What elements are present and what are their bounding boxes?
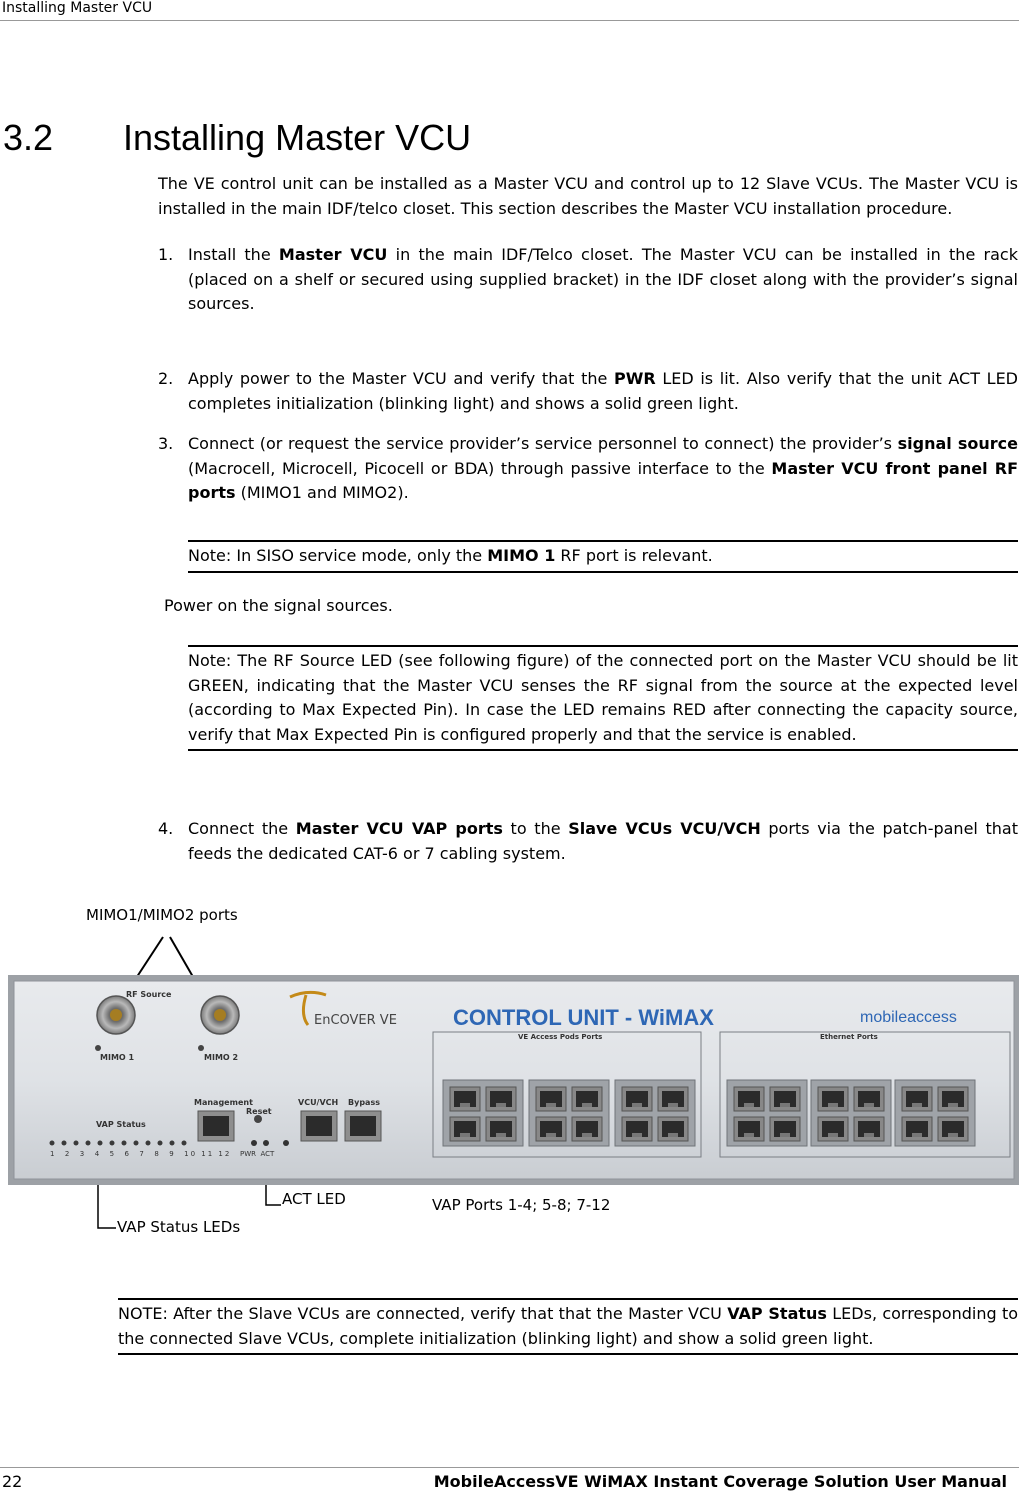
reset-label: Reset: [246, 1107, 272, 1116]
callout-act-led: ACT LED: [282, 1190, 346, 1208]
control-unit-panel: [8, 975, 1019, 1185]
intro-paragraph: The VE control unit can be installed as a Master VCU and control up to 12 Slave VCUs. The Master VCU is installed in the main IDF/telco closet. This section describes the Master VCU installation procedure.: [158, 174, 1018, 218]
callout-vap-ports: VAP Ports 1-4; 5-8; 7-12: [432, 1196, 611, 1214]
header-title: Installing Master VCU: [2, 0, 153, 16]
panel-title: CONTROL UNIT - WiMAX: [453, 1005, 714, 1030]
step-4-text: Connect the Master VCU VAP ports to the Slave VCUs VCU/VCH ports via the patch-panel that feeds the dedicated CAT-6 or 7 cabling system.: [188, 819, 1019, 863]
step-4-number: 4.: [158, 819, 174, 838]
page-footer: [0, 1467, 1019, 1491]
step-3-text: Connect (or request the service provider’s service personnel to connect) the provider’s signal source (Macrocell, Microcell, Picocell or BDA) through passive interface to the Master VCU front panel RF ports (MIMO1 and MIMO2).: [188, 434, 1019, 502]
vap-status-label: VAP Status: [96, 1120, 146, 1129]
section-number: 3.2: [3, 117, 54, 158]
note-vap-status: NOTE: After the Slave VCUs are connected, verify that that the Master VCU VAP Status LEDs, corresponding to the connected Slave VCUs, complete initialization (blinking light) and show a solid green light.: [118, 1298, 1018, 1355]
page-number: 22: [2, 1472, 23, 1491]
section-heading: [3, 117, 471, 159]
ethernet-label: Ethernet Ports: [820, 1033, 878, 1041]
section-title: Installing Master VCU: [123, 117, 472, 158]
vcu-vch-label: VCU/VCH: [298, 1098, 339, 1107]
step-3-number: 3.: [158, 434, 174, 453]
step-2-number: 2.: [158, 369, 174, 388]
step-1-number: 1.: [158, 245, 174, 264]
brand-label: EnCOVER VE: [314, 1013, 397, 1028]
pwr-act-label: PWR ACT: [240, 1150, 275, 1158]
note-rf-source: Note: The RF Source LED (see following figure) of the connected port on the Master VCU should be lit GREEN, indicating that the Master VCU senses the RF signal from the source at the expected level (according to Max Expected Pin). In case the LED remains RED after connecting the capacity source, verify that Max Expected Pin is configured properly and that the service is enabled.: [188, 645, 1018, 751]
note-siso: Note: In SISO service mode, only the MIMO 1 RF port is relevant.: [188, 540, 1018, 573]
management-label: Management: [194, 1098, 253, 1107]
mimo1-label: MIMO 1: [100, 1053, 135, 1062]
step-1-text: Install the Master VCU in the main IDF/Telco closet. The Master VCU can be installed in the rack (placed on a shelf or secured using supplied bracket) in the IDF closet along with the provider’s signal sources.: [188, 245, 1018, 313]
bypass-label: Bypass: [348, 1098, 380, 1107]
power-on-text: Power on the signal sources.: [164, 596, 393, 615]
mimo2-label: MIMO 2: [204, 1053, 239, 1062]
page-header: [0, 0, 1019, 21]
rf-source-label: RF Source: [126, 990, 172, 999]
step-2-text: Apply power to the Master VCU and verify that the PWR LED is lit. Also verify that the unit ACT LED completes initialization (blinking light) and shows a solid green light.: [188, 369, 1018, 413]
panel-logo: mobileaccess: [860, 1009, 957, 1026]
callout-mimo-ports: MIMO1/MIMO2 ports: [86, 906, 238, 924]
ve-access-label: VE Access Pods Ports: [518, 1033, 603, 1041]
footer-title: MobileAccessVE WiMAX Instant Coverage Solution User Manual: [433, 1472, 1007, 1491]
callout-vap-status-leds: VAP Status LEDs: [117, 1218, 241, 1236]
led-numbers: 1 2 3 4 5 6 7 8 9 10 11 12: [50, 1150, 232, 1158]
